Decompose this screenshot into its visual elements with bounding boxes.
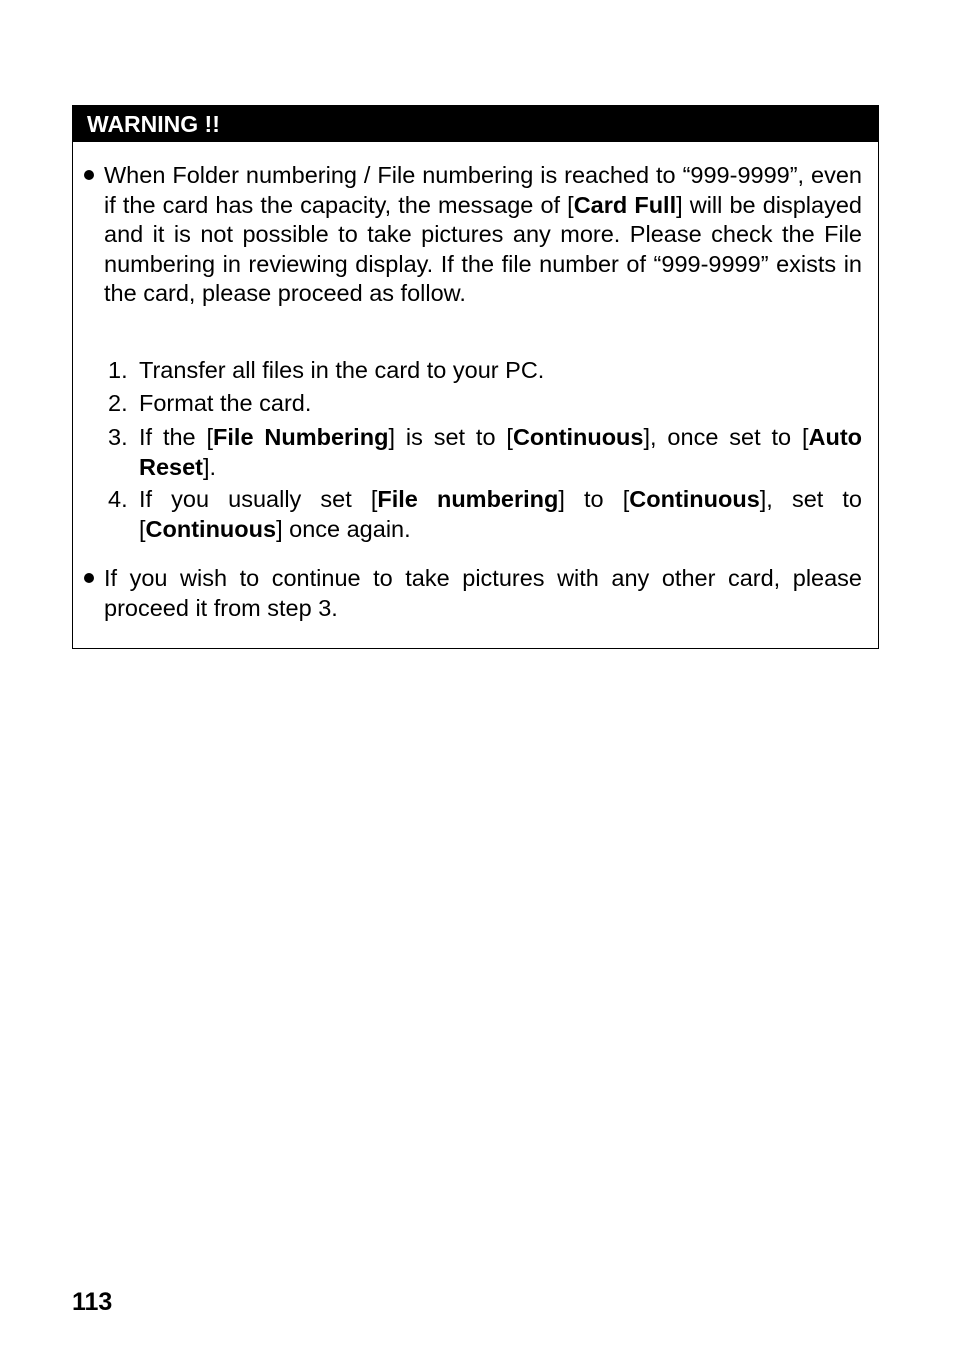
warning-title: WARNING !! — [73, 106, 878, 142]
text-run: Transfer all files in the card to your PC. — [139, 357, 545, 383]
step-number: 1. — [108, 357, 128, 383]
text-run: If you usually set [ — [139, 486, 378, 512]
warning-paragraph-2 — [104, 564, 862, 623]
text-run: ] will be displayed and it is not possible to take pictures any more. Please check the File numbering in reviewing display. If the file number of “999-9999” exists in the card, please proceed as follow. — [104, 191, 862, 306]
text-run: When Folder numbering / File numbering is reached to “999-9999”, even if the card has the capacity, the message of [ — [104, 162, 862, 218]
text-run: ] is set to [ — [388, 424, 513, 450]
warning-paragraph-1 — [104, 161, 862, 309]
step-3 — [104, 423, 862, 482]
warning-box — [72, 105, 879, 649]
step-2 — [104, 389, 862, 419]
step-number: 3. — [108, 424, 128, 450]
step-text — [139, 389, 862, 419]
bold-term: Auto Reset — [139, 424, 863, 480]
step-1 — [104, 356, 862, 386]
page-number: 113 — [72, 1288, 113, 1316]
bold-term: Continuous — [145, 515, 277, 542]
text-run: ] to [ — [558, 486, 630, 512]
bullet-dot-icon — [84, 170, 94, 180]
step-text — [139, 356, 862, 386]
step-text — [139, 423, 862, 482]
bold-term: File Numbering — [213, 424, 389, 450]
bold-term: File numbering — [377, 486, 559, 512]
text-run: If you wish to continue to take pictures with any other card, please proceed it from step 3. — [104, 565, 862, 621]
bold-term: Card Full — [573, 191, 677, 218]
bold-term: Continuous — [629, 486, 760, 512]
bullet-dot-icon — [84, 573, 94, 583]
text-run: ], once set to [ — [643, 424, 809, 450]
text-run: ], set to [ — [139, 486, 862, 542]
step-text — [139, 485, 862, 544]
step-number: 2. — [108, 390, 128, 416]
bold-term: Continuous — [512, 424, 644, 450]
text-run: ] once again. — [276, 515, 411, 542]
step-number: 4. — [108, 486, 128, 512]
text-run: If the [ — [139, 424, 214, 450]
text-run: Format the card. — [139, 390, 312, 416]
step-4 — [104, 485, 862, 544]
text-run: ]. — [203, 453, 217, 480]
